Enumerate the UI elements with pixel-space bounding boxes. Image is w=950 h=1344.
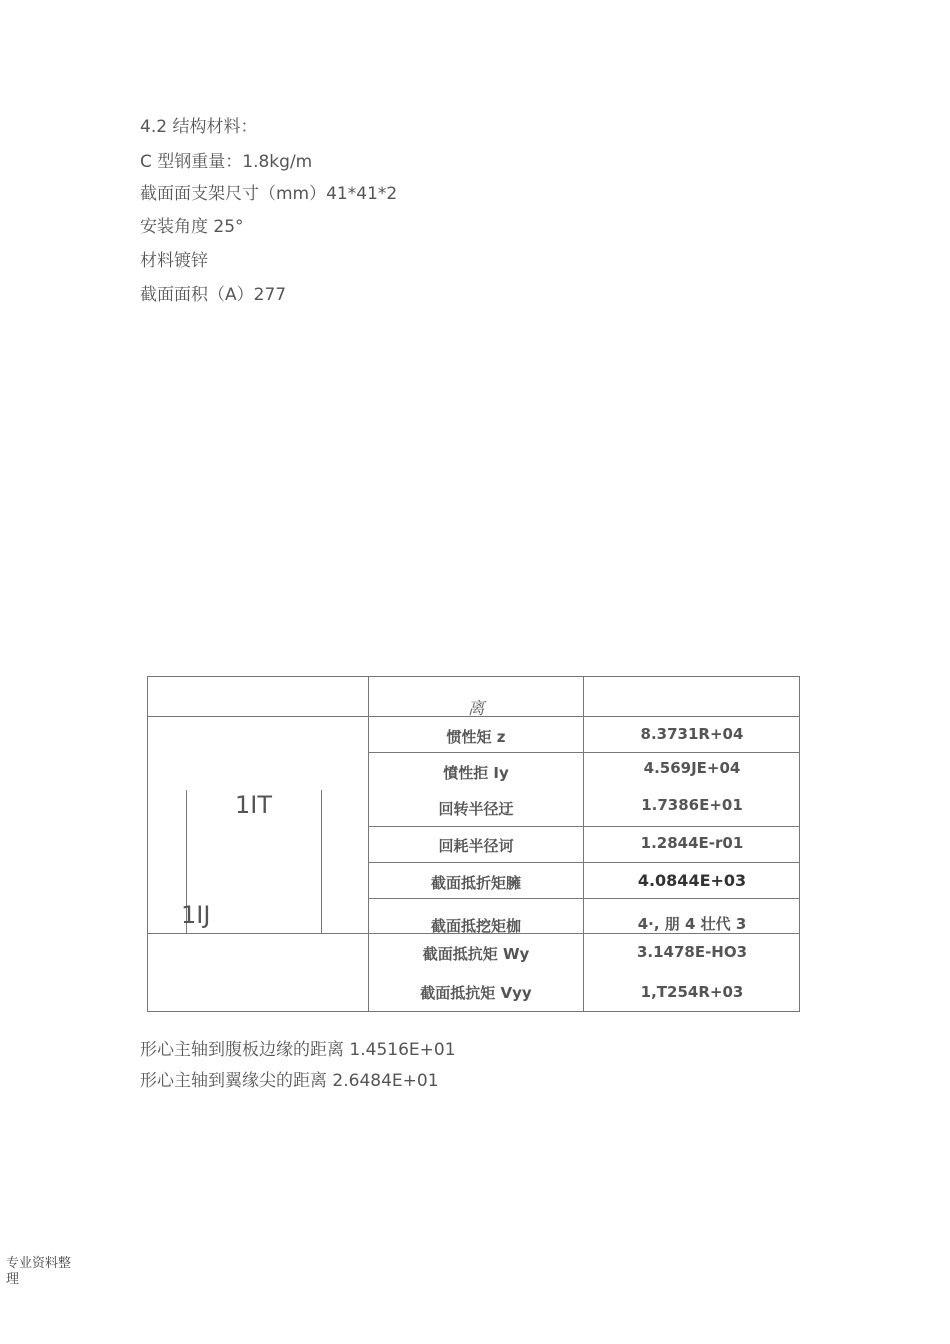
row-value: 4.569JE+04 [643,759,741,777]
figure-label-bottom: 1IJ [181,901,211,929]
section-area: 截面面积（A）277 [140,285,287,305]
row-value: 8.3731R+04 [640,725,744,743]
row-value: 1,T254R+03 [640,983,744,1001]
row-value: 3.1478E-HO3 [636,943,748,961]
figure-label-top: 1IT [235,791,273,819]
table-header: 离 [467,699,485,719]
section-properties-table [147,676,800,1012]
note-web-distance: 形心主轴到腹板边缘的距离 1.4516E+01 [140,1040,456,1060]
row-label: 回耗半径诃 [438,837,514,855]
row-value: 4.0844E+03 [637,871,747,890]
row-value: 1.2844E-r01 [640,834,744,852]
row-label: 截面抵抗矩 Vyy [420,984,532,1002]
row-label: 回转半径迂 [438,800,514,818]
footer-label: 专业资料整理 [6,1256,72,1287]
row-label: 截面抵抗矩 Wy [422,945,530,963]
support-size: 截面面支架尺寸（mm）41*41*2 [140,184,398,204]
row-label: 憤性拒 Iy [443,764,509,782]
row-label: 惯性矩 z [446,728,506,746]
note-flange-distance: 形心主轴到翼缘尖的距离 2.6484E+01 [140,1071,439,1091]
steel-weight: C 型钢重量：1.8kg/m [140,152,313,172]
row-value: 1.7386E+01 [641,796,743,814]
section-heading: 4.2 结构材料： [140,117,258,137]
row-value: 4·, 朋 4 壮代 3 [637,915,747,933]
figure-right-line [321,790,322,933]
install-angle: 安装角度 25° [140,217,244,237]
row-label: 截面抵折矩臃 [430,874,521,892]
row-label: 截面抵挖矩枷 [430,917,521,935]
material: 材料镀锌 [140,251,208,271]
